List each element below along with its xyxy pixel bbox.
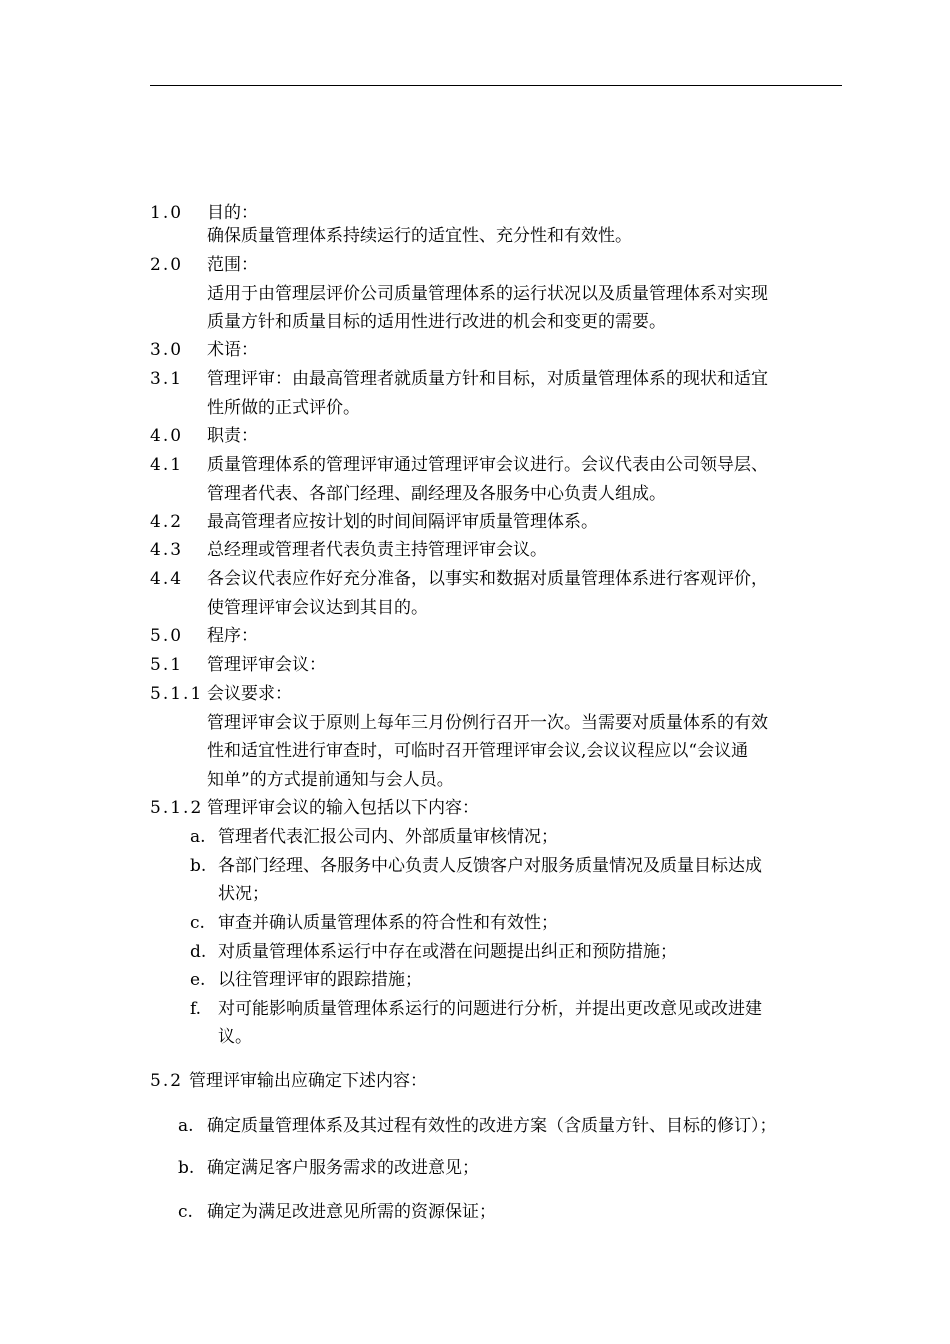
section-number: 3.0 (150, 340, 184, 360)
section-number: 5.0 (150, 626, 184, 646)
section-number: 4.3 (150, 540, 184, 560)
body-text: 适用于由管理层评价公司质量管理体系的运行状况以及质量管理体系对实现 (207, 284, 768, 304)
section-number: 2.0 (150, 255, 184, 275)
body-text: 使管理评审会议达到其目的。 (207, 598, 428, 618)
section-title: 质量管理体系的管理评审通过管理评审会议进行。会议代表由公司领导层、 (207, 455, 768, 475)
section-number: 4.2 (150, 512, 184, 532)
list-bullet: c. (178, 1202, 193, 1222)
body-text: 知单”的方式提前通知与会人员。 (207, 770, 454, 790)
section-number: 5.1.2 (150, 798, 204, 818)
body-text: 管理评审会议于原则上每年三月份例行召开一次。当需要对质量体系的有效 (207, 713, 768, 733)
list-item: 对可能影响质量管理体系运行的问题进行分析，并提出更改意见或改进建 (218, 999, 762, 1019)
list-bullet: d. (190, 942, 207, 962)
list-item: 确定为满足改进意见所需的资源保证； (207, 1202, 496, 1222)
list-bullet: f. (190, 999, 202, 1019)
section-title: 管理评审输出应确定下述内容： (189, 1071, 427, 1091)
section-title: 管理评审会议： (207, 655, 326, 675)
list-bullet: b. (178, 1158, 195, 1178)
section-number: 4.4 (150, 569, 184, 589)
section-number: 4.1 (150, 455, 184, 475)
list-bullet: b. (190, 856, 207, 876)
list-item-continued: 议。 (218, 1027, 252, 1047)
section-title: 会议要求： (207, 684, 292, 704)
list-item: 审查并确认质量管理体系的符合性和有效性； (218, 913, 558, 933)
section-title: 职责： (207, 426, 258, 446)
section-number: 5.1 (150, 655, 184, 675)
section-number: 3.1 (150, 369, 184, 389)
section-title: 管理评审：由最高管理者就质量方针和目标，对质量管理体系的现状和适宜 (207, 369, 768, 389)
section-title: 术语： (207, 340, 258, 360)
section-title: 管理评审会议的输入包括以下内容： (207, 798, 479, 818)
section-title: 范围： (207, 255, 258, 275)
list-item: 管理者代表汇报公司内、外部质量审核情况； (218, 827, 558, 847)
section-title: 各会议代表应作好充分准备，以事实和数据对质量管理体系进行客观评价， (207, 569, 768, 589)
header-rule (150, 85, 842, 86)
body-text: 性所做的正式评价。 (207, 398, 360, 418)
list-item: 以往管理评审的跟踪措施； (218, 970, 422, 990)
section-number: 5.1.1 (150, 684, 204, 704)
body-text: 确保质量管理体系持续运行的适宜性、充分性和有效性。 (207, 226, 632, 246)
body-text: 质量方针和质量目标的适用性进行改进的机会和变更的需要。 (207, 312, 666, 332)
list-bullet: a. (190, 827, 206, 847)
body-text: 性和适宜性进行审查时，可临时召开管理评审会议,会议议程应以“会议通 (207, 741, 749, 761)
section-number: 1.0 (150, 203, 184, 223)
list-item: 确定满足客户服务需求的改进意见； (207, 1158, 479, 1178)
list-item: 各部门经理、各服务中心负责人反馈客户对服务质量情况及质量目标达成 (218, 856, 762, 876)
list-item-continued: 状况； (218, 884, 269, 904)
section-number: 5.2 (150, 1071, 184, 1091)
section-title: 总经理或管理者代表负责主持管理评审会议。 (207, 540, 547, 560)
list-item: 对质量管理体系运行中存在或潜在问题提出纠正和预防措施； (218, 942, 677, 962)
list-item: 确定质量管理体系及其过程有效性的改进方案（含质量方针、目标的修订）； (207, 1116, 777, 1136)
list-bullet: c. (190, 913, 205, 933)
body-text: 管理者代表、各部门经理、副经理及各服务中心负责人组成。 (207, 484, 666, 504)
section-title: 目的： (207, 203, 258, 223)
list-bullet: a. (178, 1116, 194, 1136)
section-title: 程序： (207, 626, 258, 646)
section-number: 4.0 (150, 426, 184, 446)
section-title: 最高管理者应按计划的时间间隔评审质量管理体系。 (207, 512, 598, 532)
list-bullet: e. (190, 970, 206, 990)
